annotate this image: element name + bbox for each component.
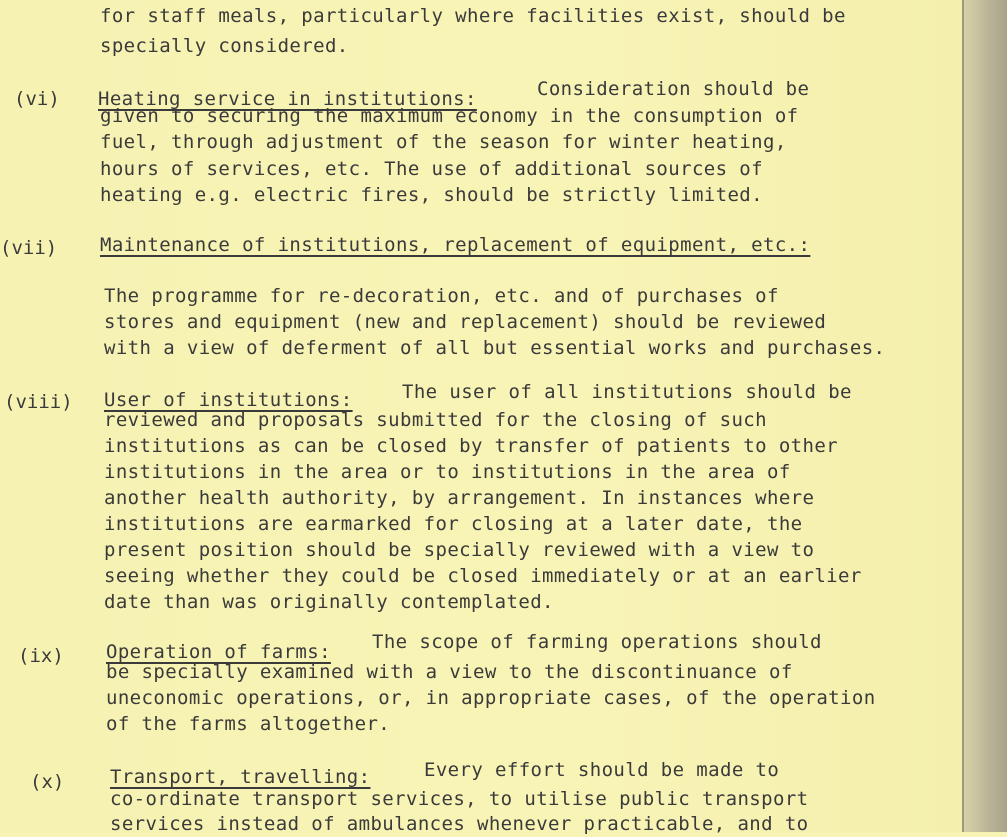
body-line: another health authority, by arrangement. In instances where bbox=[104, 487, 815, 509]
body-line: hours of services, etc. The use of additional sources of bbox=[100, 158, 763, 180]
section-heading: User of institutions: bbox=[104, 389, 353, 411]
body-line: institutions are earmarked for closing at a later date, the bbox=[104, 513, 803, 535]
binder-edge bbox=[962, 0, 1007, 832]
body-line: services instead of ambulances whenever practicable, and to bbox=[110, 813, 809, 835]
body-line: heating e.g. electric fires, should be strictly limited. bbox=[100, 184, 763, 206]
body-line: for staff meals, particularly where facilities exist, should be bbox=[100, 5, 846, 27]
section-heading: Transport, travelling: bbox=[110, 766, 371, 788]
section-heading: Maintenance of institutions, replacement of equipment, etc.: bbox=[100, 234, 811, 256]
body-line: co-ordinate transport services, to utilise public transport bbox=[110, 788, 809, 810]
body-line: given to securing the maximum economy in the consumption of bbox=[100, 105, 799, 127]
body-line: be specially examined with a view to the discontinuance of bbox=[106, 661, 793, 683]
section-heading: Operation of farms: bbox=[106, 641, 331, 663]
body-line: The programme for re-decoration, etc. and of purchases of bbox=[104, 285, 779, 307]
body-line: uneconomic operations, or, in appropriate cases, of the operation bbox=[106, 687, 876, 709]
body-line: present position should be specially reviewed with a view to bbox=[104, 539, 815, 561]
section-number: (ix) bbox=[18, 645, 64, 667]
section-number: (viii) bbox=[4, 391, 73, 413]
body-line: institutions as can be closed by transfer of patients to other bbox=[104, 435, 839, 457]
section-number: (vii) bbox=[0, 237, 58, 259]
body-line: stores and equipment (new and replacement) should be reviewed bbox=[104, 311, 827, 333]
body-line: seeing whether they could be closed immediately or at an earlier bbox=[104, 565, 862, 587]
body-line: The scope of farming operations should bbox=[372, 631, 822, 653]
body-line: The user of all institutions should be bbox=[402, 381, 852, 403]
body-line: Consideration should be bbox=[537, 78, 810, 100]
section-heading: Heating service in institutions: bbox=[98, 88, 477, 110]
section-number: (x) bbox=[30, 771, 65, 793]
body-line: with a view of deferment of all but essential works and purchases. bbox=[104, 337, 886, 359]
body-line: Every effort should be made to bbox=[424, 759, 780, 781]
body-line: date than was originally contemplated. bbox=[104, 591, 554, 613]
body-line: institutions in the area or to institutions in the area of bbox=[104, 461, 791, 483]
body-line: fuel, through adjustment of the season for winter heating, bbox=[100, 131, 787, 153]
body-line: specially considered. bbox=[100, 35, 349, 57]
body-line: of the farms altogether. bbox=[106, 713, 391, 735]
section-number: (vi) bbox=[14, 88, 60, 110]
body-line: reviewed and proposals submitted for the closing of such bbox=[104, 409, 767, 431]
